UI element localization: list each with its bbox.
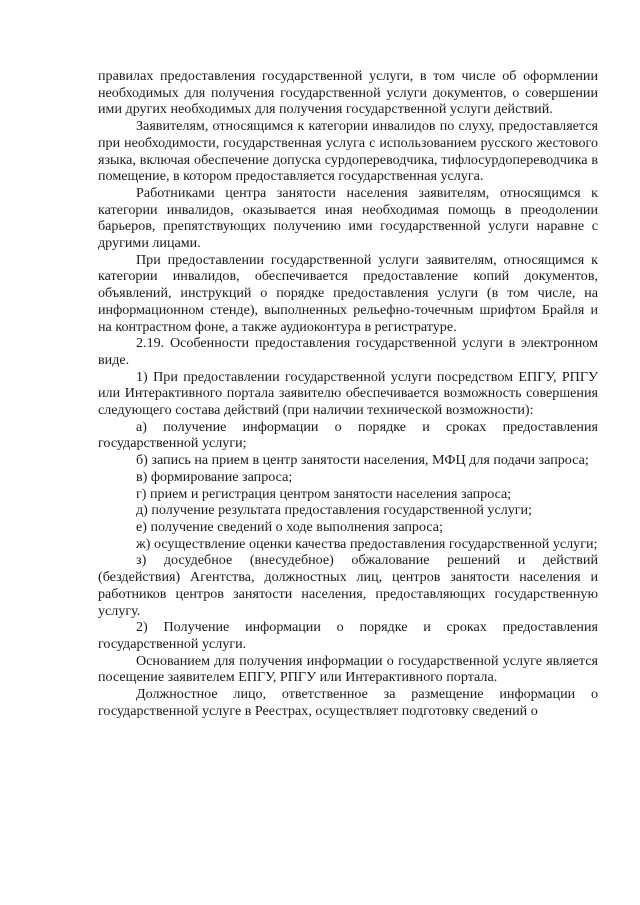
list-item-a: а) получение информации о порядке и сроках предоставления государственной услуги; [98,418,598,452]
paragraph-item-2: 2) Получение информации о порядке и сроках предоставления государственной услуги. [98,619,598,652]
list-item-b: б) запись на прием в центр занятости населения, МФЦ для подачи запроса; [136,452,589,469]
paragraph-assistance: Работниками центра занятости населения заявителям, относящимся к категории инвалидов, оказывается иная необходимая помощь в преодолении барьеров, препятствующих получению ими государственной услуги наравне с другими лицами. [98,184,598,252]
document-page [98,68,598,719]
list-item-zh: ж) осуществление оценки качества предоставления государственной услуги; [136,535,598,552]
paragraph-braille: При предоставлении государственной услуги заявителям, относящимся к категории инвалидов, обеспечивается предоставление копий документов, объявлений, инструкций о порядке предоставления услуги (в том числе, на информационном стенде), выполненных рельефно-точечным шрифтом Брайля и на контрастном фоне, а также аудиоконтура в регистратуре. [98,251,598,335]
list-item-v: в) формирование запроса; [136,468,293,485]
paragraph-responsible-official: Должностное лицо, ответственное за размещение информации о государственной услуге в Реестрах, осуществляет подготовку сведений о [98,686,598,719]
list-item-z: з) досудебное (внесудебное) обжалование решений и действий (бездействия) Агентства, должностных лиц, центров занятости населения и работников центров занятости населения, предоставляющих государственную услугу. [98,552,598,619]
list-item-g: г) прием и регистрация центром занятости населения запроса; [136,485,512,502]
paragraph-item-1: 1) При предоставлении государственной услуги посредством ЕПГУ, РПГУ или Интерактивного портала заявителю обеспечивается возможность совершения следующего состава действий (при наличии технической возможности): [98,368,598,419]
list-item-e: е) получение сведений о ходе выполнения запроса; [136,518,443,535]
section-heading-2-19: 2.19. Особенности предоставления государственной услуги в электронном виде. [98,335,598,368]
paragraph-continuation: правилах предоставления государственной услуги, в том числе об оформлении необходимых для получения государственной услуги документов, о совершении ими других необходимых для получения государственной услуги действий. [98,68,598,118]
paragraph-basis: Основанием для получения информации о государственной услуге является посещение заявителем ЕПГУ, РПГУ или Интерактивного портала. [98,652,598,686]
paragraph-hearing-impaired: Заявителям, относящимся к категории инвалидов по слуху, предоставляется при необходимости, государственная услуга с использованием русского жестового языка, включая обеспечение допуска сурдопереводчика, тифлосурдопереводчика в помещение, в котором предоставляется государственная услуга. [98,118,598,185]
list-item-d: д) получение результата предоставления государственной услуги; [136,502,533,519]
